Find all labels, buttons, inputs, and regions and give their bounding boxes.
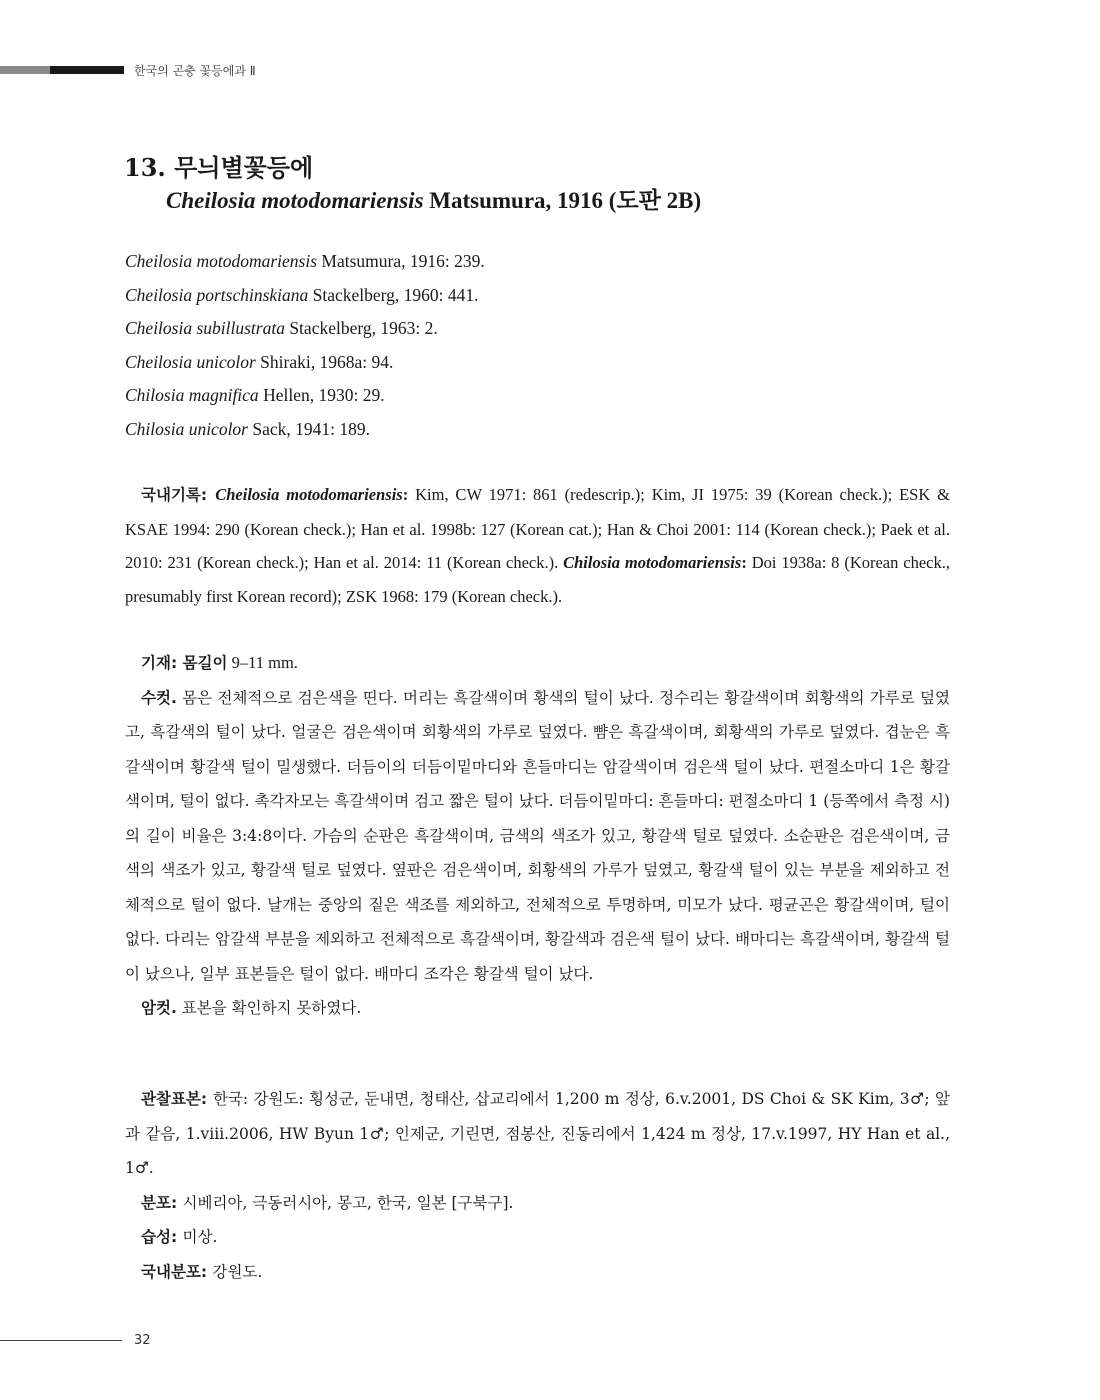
female-paragraph <box>125 991 950 1026</box>
scientific-name: Cheilosia motodomariensis <box>166 188 424 213</box>
records-colon-1: : <box>402 485 409 504</box>
synonym-citation: Sack, 1941: 189. <box>248 418 371 439</box>
synonym-item <box>125 282 485 316</box>
korean-distribution-text: 강원도. <box>212 1262 263 1281</box>
distribution-label: 분포: <box>141 1193 183 1212</box>
male-paragraph <box>125 681 950 992</box>
synonym-citation: Hellen, 1930: 29. <box>258 385 385 405</box>
records-colon-2: : <box>741 553 747 572</box>
synonym-citation: Matsumura, 1916: 239. <box>317 251 485 271</box>
material-section <box>125 1082 950 1289</box>
synonym-name: Chilosia magnifica <box>125 385 259 405</box>
female-label: 암컷. <box>141 999 177 1017</box>
distribution-paragraph <box>125 1186 950 1221</box>
synonym-item <box>125 382 485 416</box>
synonym-name: Cheilosia portschinskiana <box>125 284 309 305</box>
material-text: 한국: 강원도: 횡성군, 둔내면, 청태산, 삽교리에서 1,200 m 정상, 6.v.2001, DS Choi & SK Kim, 3♂; 앞과 같음, 1.viii.2006, HW Byun 1♂; 인제군, 기린면, 점봉산, 진동리에서 1,424 m 정상, 17.v.1997, HY Han et al., 1♂. <box>125 1090 950 1177</box>
records-text-1: Kim, CW 1971: 861 (redescrip.); Kim, JI 1975: 39 (Korean check.); ESK & KSAE 1994: 290 (Korean check.); Han et al. 1998b: 127 (Korean cat.); Han & Choi 2001: 114 (Korean check.); Paek et al. 2010: 231 (Korean check.); Han et al. 2014: 11 (Korean check.). <box>125 485 950 572</box>
korean-distribution-paragraph <box>125 1255 950 1290</box>
records-text-2: Doi 1938a: 8 (Korean check., presumably first Korean record); ZSK 1968: 179 (Korean check.). <box>125 553 951 606</box>
body-length-value: 9–11 mm. <box>227 653 298 672</box>
synonym-name: Cheilosia motodomariensis <box>125 251 318 271</box>
synonym-citation: Stackelberg, 1960: 441. <box>308 284 479 305</box>
synonym-item <box>125 248 485 282</box>
records-name-1: Cheilosia motodomariensis <box>215 485 403 504</box>
footer-rule <box>0 1340 122 1341</box>
records-label: 국내기록: <box>141 486 216 504</box>
material-paragraph <box>125 1082 950 1186</box>
synonym-item <box>125 315 485 349</box>
description-label: 기재: <box>141 654 183 672</box>
female-description: 표본을 확인하지 못하였다. <box>176 999 362 1017</box>
body-length-label: 몸길이 <box>182 654 228 672</box>
page-number: 32 <box>134 1333 151 1348</box>
male-label: 수컷. <box>141 688 177 707</box>
korean-distribution-label: 국내분포: <box>141 1262 213 1281</box>
synonym-list <box>125 248 485 449</box>
body-length-paragraph <box>125 646 950 681</box>
synonym-citation: Shiraki, 1968a: 94. <box>255 351 394 372</box>
species-scientific-name-line <box>166 182 701 215</box>
header-bar-black <box>50 66 124 74</box>
synonym-name: Cheilosia subillustrata <box>125 318 285 338</box>
running-title: 한국의 곤충 꽃등에과 Ⅱ <box>134 64 256 78</box>
synonym-item <box>125 416 485 450</box>
habit-text: 미상. <box>182 1228 218 1246</box>
synonym-name: Chilosia unicolor <box>125 418 248 439</box>
habit-label: 습성: <box>141 1228 183 1246</box>
synonym-item <box>125 349 485 383</box>
synonym-citation: Stackelberg, 1963: 2. <box>284 318 438 338</box>
distribution-text: 시베리아, 극동러시아, 몽고, 한국, 일본 [구북구]. <box>182 1193 514 1212</box>
authority: Matsumura, 1916 (도판 2B) <box>423 188 702 213</box>
male-description: 몸은 전체적으로 검은색을 띤다. 머리는 흑갈색이며 황색의 털이 났다. 정수리는 황갈색이며 회황색의 가루로 덮였고, 흑갈색의 털이 났다. 얼굴은 검은색이며 회황색의 가루로 덮였다. 뺨은 흑갈색이며, 회황색의 가루로 덮였다. 겹눈은 흑갈색이며 황갈색 털이 밀생했다. 더듬이의 더듬이밑마디와 흔들마디는 암갈색이며 검은색 털이 났다. 편절소마디 1은 황갈색이며, 털이 없다. 촉각자모는 흑갈색이며 검고 짧은 털이 났다. 더듬이밑마디: 흔들마디: 편절소마디 1 (등쪽에서 측정 시)의 길이 비율은 3:4:8이다. 가슴의 순판은 흑갈색이며, 금색의 색조가 있고, 황갈색 털로 덮였다. 소순판은 검은색이며, 금색의 색조가 있고, 황갈색 털로 덮였다. 옆판은 검은색이며, 회황색의 가루가 덮였고, 황갈색 털이 있는 부분을 제외하고 전체적으로 털이 없다. 날개는 중앙의 짙은 색조를 제외하고, 전체적으로 투명하며, 미모가 났다. 평균곤은 황갈색이며, 털이 없다. 다리는 암갈색 부분을 제외하고 전체적으로 흑갈색이며, 황갈색과 검은색 털이 났다. 배마디는 흑갈색이며, 황갈색 털이 났으나, 일부 표본들은 털이 없다. 배마디 조각은 황갈색 털이 났다. <box>125 688 950 983</box>
synonym-name: Cheilosia unicolor <box>125 351 256 372</box>
korean-records-section <box>125 478 950 613</box>
description-section <box>125 646 950 1026</box>
habit-paragraph <box>125 1220 950 1255</box>
header-bar-gray <box>0 66 50 74</box>
material-label: 관찰표본: <box>141 1090 213 1108</box>
species-title: 13. 무늬별꽃등에 <box>124 153 314 182</box>
records-name-2: Chilosia motodomariensis <box>563 553 742 572</box>
